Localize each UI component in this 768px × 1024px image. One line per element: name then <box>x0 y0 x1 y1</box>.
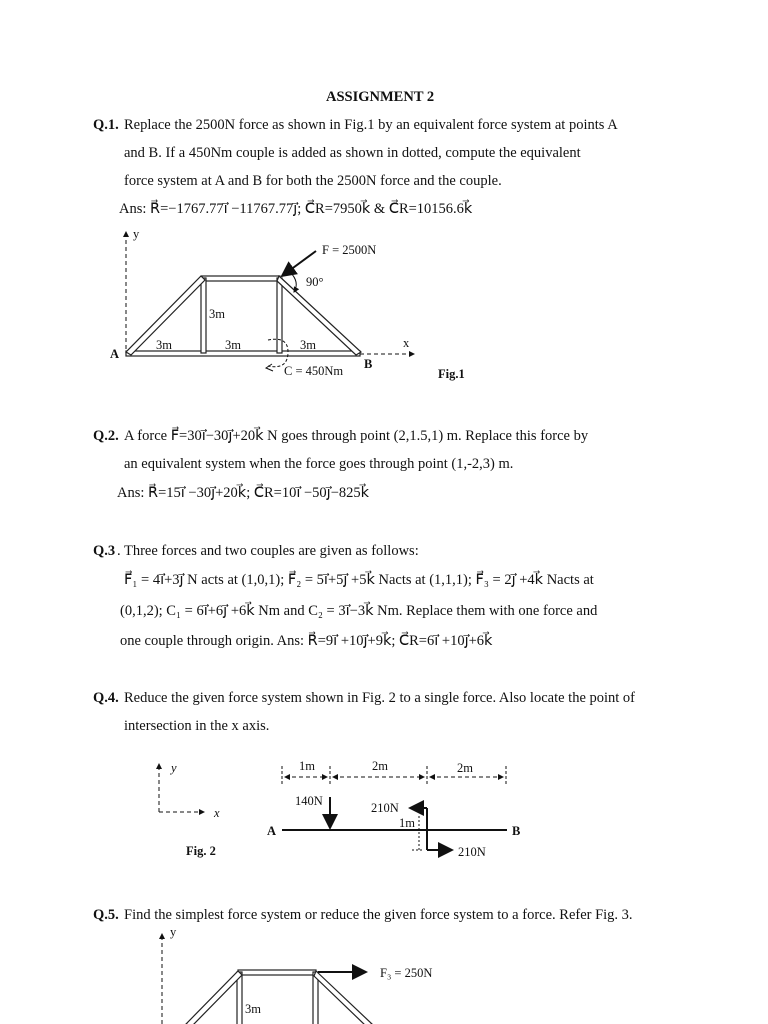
fig2-d2-label: 2m <box>372 759 388 773</box>
q3-line4: one couple through origin. Ans: R⃗=9i⃗ +10j⃗+9k⃗; C⃗R=6i⃗ +10j⃗+6k⃗ <box>120 633 493 649</box>
fig2-y-label: y <box>171 761 177 775</box>
fig1-height-label: 3m <box>209 307 225 321</box>
fig1-vertical-right <box>277 278 282 353</box>
fig3-y-label: y <box>170 925 177 939</box>
fig1-width1-label: 3m <box>156 338 172 352</box>
q3-line2: F⃗₁ = 4i⃗+3j⃗ N acts at (1,0,1); F⃗₂ = 5i⃗+5j⃗ +5k⃗ Nacts at (1,1,1); F⃗₃ = 2j⃗ +4k⃗ Nacts at <box>124 572 594 588</box>
q5-number: Q.5. <box>93 907 119 923</box>
q4-number: Q.4. <box>93 690 119 706</box>
q2-number: Q.2. <box>93 428 119 444</box>
fig1-force-label: F = 2500N <box>322 243 377 257</box>
fig2-x-label: x <box>214 806 220 820</box>
q1-number: Q.1. <box>93 117 119 133</box>
q1-answer: Ans: R⃗=−1767.77i⃗ −11767.77j⃗; C⃗R=7950k⃗ & C⃗R=10156.6k⃗ <box>119 201 473 217</box>
fig3-diagonal-left <box>186 971 242 1024</box>
fig2-f3-label: 210N <box>458 845 486 859</box>
fig2-point-b: B <box>512 824 521 838</box>
fig2-f2-label: 210N <box>371 801 399 815</box>
fig1-angle-label: 90° <box>306 275 324 289</box>
fig2-f1-label: 140N <box>295 794 323 808</box>
fig1-width3-label: 3m <box>300 338 316 352</box>
fig1-caption: Fig.1 <box>438 367 465 381</box>
q3-line3: (0,1,2); C₁ = 6i⃗+6j⃗ +6k⃗ Nm and C₂ = 3i⃗−3k⃗ Nm. Replace them with one force and <box>120 603 598 619</box>
fig2-point-a: A <box>267 824 277 838</box>
q2-line2: an equivalent system when the force goes through point (1,-2,3) m. <box>124 456 514 472</box>
fig1-truss <box>110 227 465 381</box>
q5-line1: Find the simplest force system or reduce the given force system to a force. Refer Fig. 3. <box>124 907 633 923</box>
fig3-truss <box>162 925 432 1024</box>
fig3-top-chord <box>238 970 316 975</box>
fig1-couple-arrowhead <box>266 364 273 371</box>
q3-number: Q.3 <box>93 543 116 559</box>
q2-answer: Ans: R⃗=15i⃗ −30j⃗+20k⃗; C⃗R=10i⃗ −50j⃗−825k⃗ <box>117 485 370 501</box>
fig1-x-label: x <box>403 336 410 350</box>
fig1-point-a: A <box>110 347 120 361</box>
fig1-point-b: B <box>364 357 373 371</box>
q1-line3: force system at A and B for both the 2500N force and the couple. <box>124 173 502 189</box>
fig2-d3-label: 2m <box>457 761 473 775</box>
q4-line1: Reduce the given force system shown in Fig. 2 to a single force. Also locate the point of <box>124 690 636 706</box>
q3-line1: . Three forces and two couples are given as follows: <box>117 543 419 559</box>
fig1-top-chord <box>202 276 280 281</box>
q1-line1: Replace the 2500N force as shown in Fig.1 by an equivalent force system at points A <box>124 117 618 133</box>
q4-line2: intersection in the x axis. <box>124 718 270 734</box>
fig2-gap-label: 1m <box>399 816 415 830</box>
fig1-force-arrow <box>282 251 316 276</box>
q1-line2: and B. If a 450Nm couple is added as shown in dotted, compute the equivalent <box>124 145 581 161</box>
fig1-width2-label: 3m <box>225 338 241 352</box>
fig1-y-label: y <box>133 227 140 241</box>
fig3-diagonal-right <box>314 971 372 1024</box>
fig2-beam <box>159 759 520 859</box>
fig1-vertical-left <box>201 278 206 353</box>
fig2-d1-label: 1m <box>299 759 315 773</box>
fig3-height-label: 3m <box>245 1002 261 1016</box>
fig1-couple-label: C = 450Nm <box>284 364 344 378</box>
q2-line1: A force F⃗=30i⃗−30j⃗+20k⃗ N goes through point (2,1.5,1) m. Replace this force by <box>124 428 589 444</box>
fig2-caption: Fig. 2 <box>186 844 216 858</box>
fig3-force-label: F₃ = 250N <box>380 966 433 980</box>
